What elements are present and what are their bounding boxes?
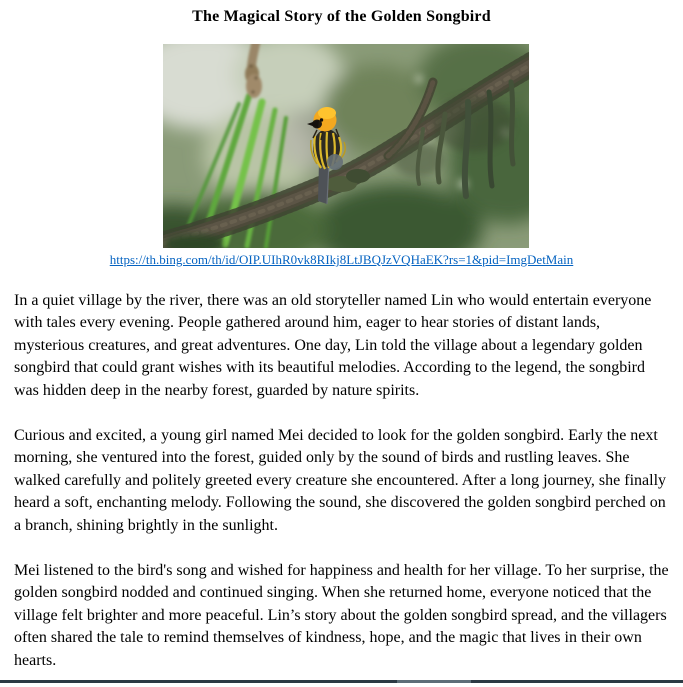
golden-songbird-photo bbox=[163, 44, 529, 248]
image-source-link[interactable]: https://th.bing.com/th/id/OIP.UIhR0vk8RIkj8LtJBQJzVQHaEK?rs=1&pid=ImgDetMain bbox=[109, 252, 574, 267]
story-paragraph-1: In a quiet village by the river, there was an old storyteller named Lin who would entertain everyone with tales every evening. People gathered around him, eager to hear stories of distant lands, mysterious creatures, and great adventures. One day, Lin told the village about a legendary golden songbird that could grant wishes with its beautiful melodies. According to the legend, the songbird was hidden deep in the nearby forest, guarded by nature spirits. bbox=[14, 292, 652, 399]
image-source-row bbox=[0, 253, 683, 267]
story-document bbox=[0, 8, 683, 672]
horizontal-scrollbar[interactable] bbox=[0, 680, 683, 683]
page-title: The Magical Story of the Golden Songbird bbox=[192, 8, 491, 25]
horizontal-scrollbar-thumb[interactable] bbox=[397, 680, 471, 683]
story-paragraph-3: Mei listened to the bird's song and wished for happiness and health for her village. To her surprise, the golden songbird nodded and continued singing. When she returned home, everyone noticed that the village felt brighter and more peaceful. Lin’s story about the golden songbird spread, and the villagers often shared the tale to remind themselves of kindness, hope, and the magic that lives in their own hearts. bbox=[14, 562, 669, 669]
story-paragraph-2: Curious and excited, a young girl named Mei decided to look for the golden songbird. Early the next morning, she ventured into the forest, guided only by the sound of birds and rustling leaves. She walked carefully and politely greeted every creature she encountered. After a long journey, she finally heard a soft, enchanting melody. Following the sound, she discovered the golden songbird perched on a branch, shining brightly in the sunlight. bbox=[14, 427, 667, 534]
story-image-frame bbox=[163, 44, 529, 248]
